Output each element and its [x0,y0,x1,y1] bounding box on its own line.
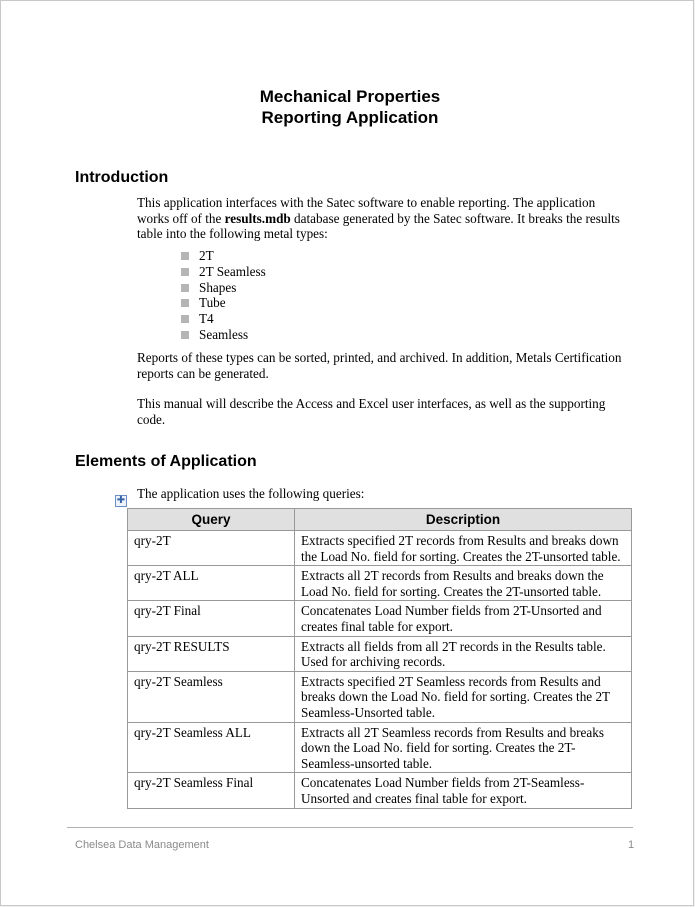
list-item [181,295,266,311]
list-item [181,327,266,343]
square-bullet-icon [181,252,189,260]
footer-company: Chelsea Data Management [75,839,209,851]
table-header-row [128,509,632,531]
square-bullet-icon [181,268,189,276]
query-name-cell: qry-2T Seamless [128,671,295,722]
intro-paragraph-1-text-a: This application interfaces with the Satec software to enable reporting. The application works off of the [137,195,596,226]
query-description-cell: Concatenates Load Number fields from 2T-Seamless-Unsorted and creates final table for export. [295,773,632,808]
query-description-cell: Extracts all fields from all 2T records in the Results table. Used for archiving records. [295,636,632,671]
square-bullet-icon [181,284,189,292]
query-name-cell: qry-2T [128,531,295,566]
footer-divider [67,827,633,828]
list-item-label: 2T [199,248,214,263]
elements-heading: Elements of Application [75,453,257,470]
document-page [1,1,693,905]
footer-page-number: 1 [628,839,635,851]
square-bullet-icon [181,315,189,323]
query-description-cell: Extracts specified 2T records from Results and breaks down the Load No. field for sorting. Creates the 2T-unsorted table. [295,531,632,566]
query-description-cell: Extracts all 2T Seamless records from Results and breaks down the Load No. field for sorting. Creates the 2T-Seamless-unsorted table. [295,722,632,773]
query-description-cell: Extracts specified 2T Seamless records from Results and breaks down the Load No. field for sorting. Creates the 2T Seamless-Unsorted table. [295,671,632,722]
table-row [128,722,632,773]
query-name-cell: qry-2T ALL [128,566,295,601]
title-line-1: Mechanical Properties [259,87,441,106]
intro-paragraph-3: This manual will describe the Access and Excel user interfaces, as well as the supporting code. [137,396,606,427]
intro-paragraph-1 [137,195,629,242]
metal-types-list [181,248,266,343]
introduction-heading: Introduction [75,169,169,186]
list-item-label: 2T Seamless [199,263,266,279]
intro-paragraph-1-text-b: database generated by the Satec software. It breaks the results table into the following metal types: [137,210,620,242]
list-item [181,280,266,296]
table-row [128,566,632,601]
list-item-label: Shapes [199,279,237,295]
query-name-cell: qry-2T Seamless Final [128,773,295,808]
queries-table [127,508,632,809]
table-row [128,601,632,636]
table-row [128,531,632,566]
table-row [128,671,632,722]
query-name-cell: qry-2T Seamless ALL [128,722,295,773]
column-header-description: Description [295,509,632,531]
list-item-label: Tube [199,295,226,311]
intro-paragraph-2: Reports of these types can be sorted, printed, and archived. In addition, Metals Certification reports can be generated. [137,350,622,381]
square-bullet-icon [181,299,189,307]
query-name-cell: qry-2T RESULTS [128,636,295,671]
document-title [1,86,693,128]
table-row [128,636,632,671]
query-name-cell: qry-2T Final [128,601,295,636]
list-item [181,248,266,264]
list-item [181,311,266,327]
square-bullet-icon [181,331,189,339]
list-item [181,264,266,280]
list-item-label: Seamless [199,326,249,342]
list-item-label: T4 [199,311,214,327]
query-description-cell: Concatenates Load Number fields from 2T-Unsorted and creates final table for export. [295,601,632,636]
title-line-2: Reporting Application [261,108,439,127]
queries-intro: The application uses the following queries: [137,486,365,501]
table-row [128,773,632,808]
query-description-cell: Extracts all 2T records from Results and breaks down the Load No. field for sorting. Creates the 2T-unsorted table. [295,566,632,601]
results-mdb-filename: results.mdb [224,210,291,226]
column-header-query: Query [128,509,295,531]
move-cross-icon[interactable]: ✚ [116,495,126,506]
